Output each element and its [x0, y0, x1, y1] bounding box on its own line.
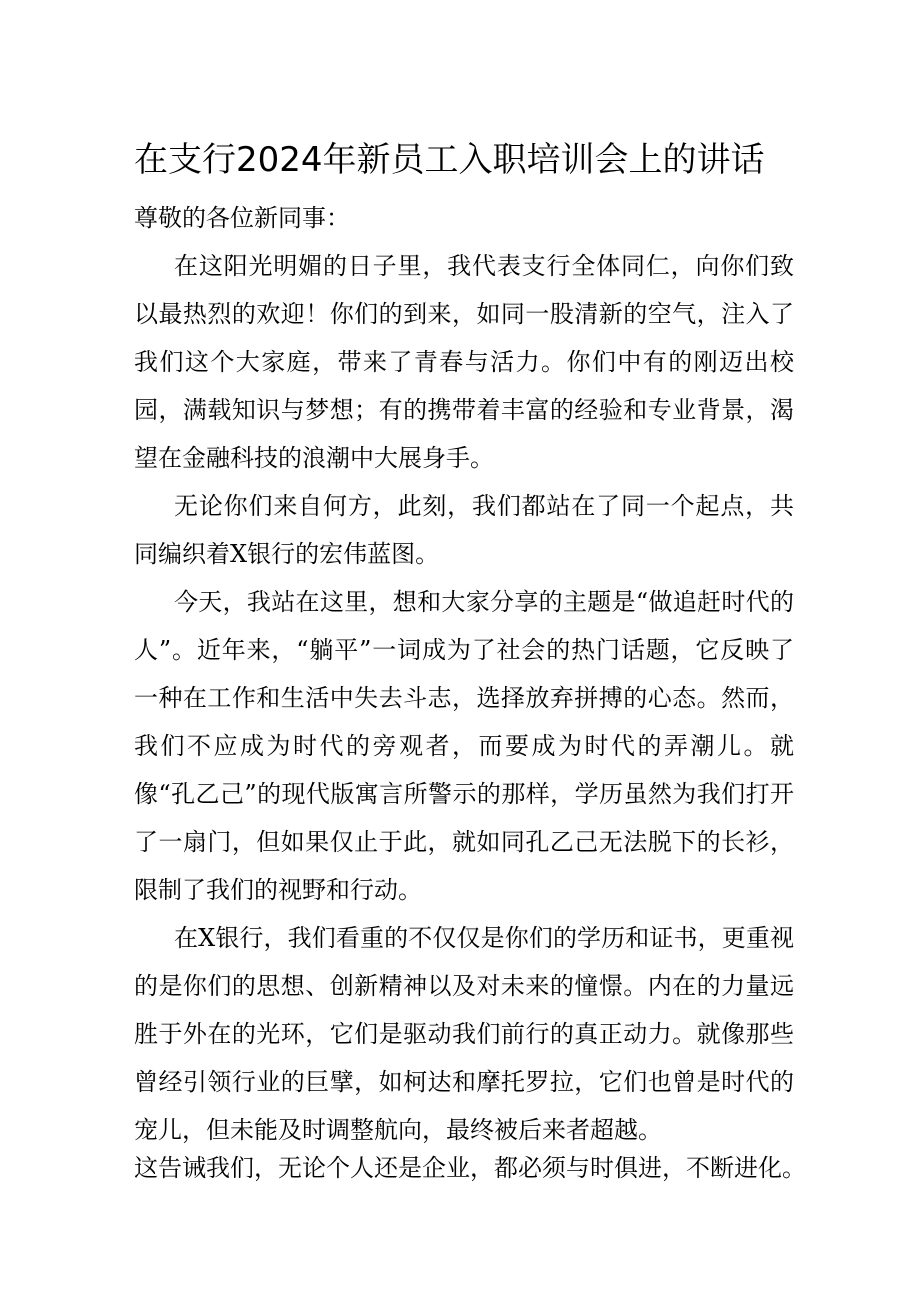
paragraph-values: 在X银行，我们看重的不仅仅是你们的学历和证书，更重视的是你们的思想、创新精神以及对未来的憧憬。内在的力量远胜于外在的光环，它们是驱动我们前行的真正动力。就像那些曾经引领行业的巨擘，如柯达和摩托罗拉，它们也曾是时代的宠儿，但未能及时调整航向，最终被后来者超越。 [134, 924, 794, 1144]
paragraph-theme: 今天，我站在这里，想和大家分享的主题是“做追赶时代的人”。近年来，“躺平”一词成为了社会的热门话题，它反映了一种在工作和生活中失去斗志，选择放弃拼搏的心态。然而，我们不应成为时代的旁观者，而要成为时代的弄潮儿。就像“孔乙己”的现代版寓言所警示的那样，学历虽然为我们打开了一扇门，但如果仅止于此，就如同孔乙己无法脱下的长衫，限制了我们的视野和行动。 [134, 588, 794, 904]
paragraph-welcome: 在这阳光明媚的日子里，我代表支行全体同仁，向你们致以最热烈的欢迎！你们的到来，如同一股清新的空气，注入了我们这个大家庭，带来了青春与活力。你们中有的刚迈出校园，满载知识与梦想；有的携带着丰富的经验和专业背景，渴望在金融科技的浪潮中大展身手。 [134, 252, 794, 472]
document-title: 在支行2024年新员工入职培训会上的讲话 [134, 140, 765, 180]
paragraph-starting-point: 无论你们来自何方，此刻，我们都站在了同一个起点，共同编织着X银行的宏伟蓝图。 [134, 492, 794, 568]
salutation: 尊敬的各位新同事： [134, 204, 350, 232]
closing-line: 这告诫我们，无论个人还是企业，都必须与时俱进，不断进化。 [134, 1154, 806, 1182]
